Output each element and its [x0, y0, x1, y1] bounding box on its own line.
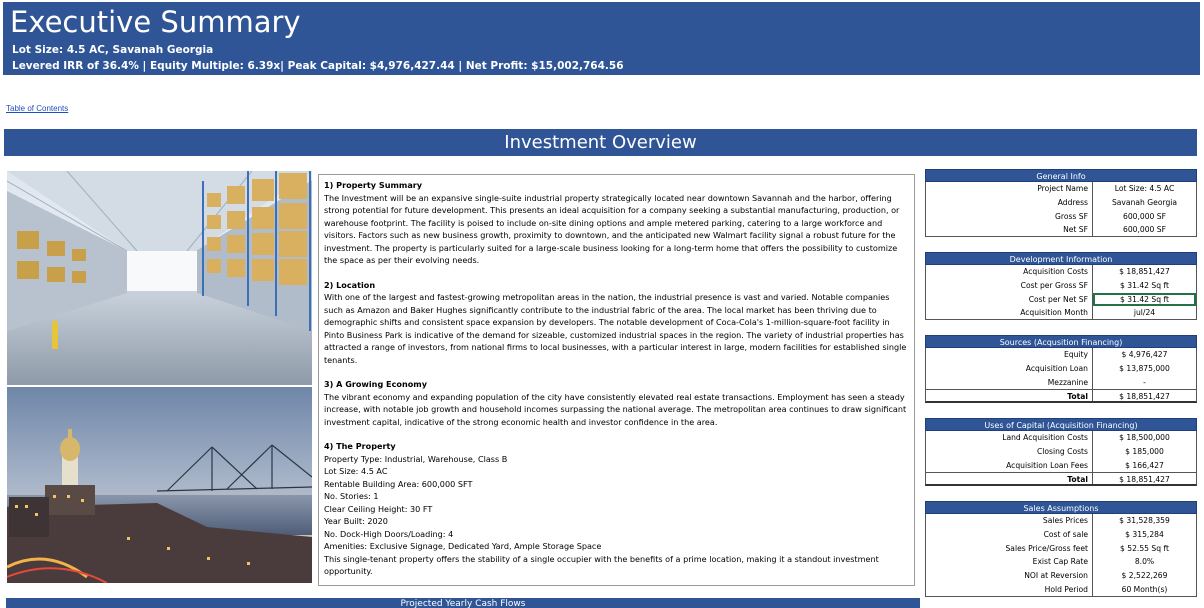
- property-detail-line: Property Type: Industrial, Warehouse, Class B: [324, 453, 508, 464]
- property-detail-line: Year Built: 2020: [324, 516, 388, 526]
- row-label: Hold Period: [926, 583, 1093, 596]
- row-value[interactable]: $ 31.42 Sq ft: [1120, 280, 1169, 290]
- row-label: Address: [926, 196, 1093, 210]
- location-heading: 2) Location: [324, 279, 376, 290]
- page-title: Executive Summary: [10, 5, 301, 39]
- row-value[interactable]: $ 18,851,427: [1119, 267, 1170, 276]
- row-value[interactable]: Savanah Georgia: [1111, 197, 1178, 207]
- property-summary-heading: 1) Property Summary: [324, 180, 423, 190]
- row-label: Equity: [926, 348, 1093, 362]
- property-detail-line: Amenities: Exclusive Signage, Dedicated Yard, Ample Storage Space: [324, 541, 602, 551]
- row-value[interactable]: $ 2,522,269: [1121, 571, 1168, 581]
- row-label: Cost per Net SF: [926, 293, 1093, 307]
- economy-text: The vibrant economy and expanding population of the city have consistently elevated real estate transactions. Employment has seen a steady increase, with notable job growth and household incomes surpassing the national average. The metropolitan area continues to draw significant investment capital, indicative of the strong economic health and investor confidence in the area.: [324, 391, 907, 427]
- property-detail-line: Clear Ceiling Height: 30 FT: [324, 503, 433, 514]
- table-row[interactable]: [925, 293, 1197, 307]
- row-value[interactable]: 60 Month(s): [1121, 584, 1168, 594]
- row-label: NOI at Reversion: [926, 569, 1093, 583]
- table-row[interactable]: [925, 279, 1197, 293]
- total-row[interactable]: [925, 389, 1197, 403]
- property-detail-line: No. Dock-High Doors/Loading: 4: [324, 528, 454, 539]
- table-row[interactable]: [925, 583, 1197, 597]
- row-label: Net SF: [926, 223, 1093, 236]
- uses-of-capital-table: [925, 418, 1197, 486]
- investment-description-box: [318, 174, 915, 586]
- row-value[interactable]: $ 185,000: [1125, 446, 1164, 456]
- table-row[interactable]: [925, 196, 1197, 210]
- total-label: Total: [926, 473, 1093, 484]
- warehouse-image: [7, 171, 312, 385]
- table-row[interactable]: [925, 376, 1197, 390]
- table-of-contents-link[interactable]: Table of Contents: [6, 104, 69, 113]
- row-label: Project Name: [926, 182, 1093, 196]
- table-row[interactable]: [925, 542, 1197, 556]
- row-label: Acquisition Loan: [926, 362, 1093, 376]
- row-label: Exist Cap Rate: [926, 555, 1093, 569]
- section-title-bar: Investment Overview: [4, 129, 1197, 156]
- row-label: Sales Price/Gross feet: [926, 542, 1093, 556]
- row-value[interactable]: $ 166,427: [1125, 460, 1164, 470]
- sources-table: [925, 335, 1197, 403]
- property-detail-line: Lot Size: 4.5 AC: [324, 466, 388, 476]
- row-label: Acquisition Costs: [926, 265, 1093, 279]
- row-value[interactable]: jul/24: [1133, 308, 1156, 318]
- table-row[interactable]: [925, 528, 1197, 542]
- row-value[interactable]: 8.0%: [1134, 557, 1155, 567]
- row-label: Acquisition Month: [926, 306, 1093, 319]
- economy-heading: 3) A Growing Economy: [324, 379, 427, 389]
- header-subtitle-lot: Lot Size: 4.5 AC, Savanah Georgia: [12, 44, 214, 56]
- property-heading: 4) The Property: [324, 441, 396, 451]
- row-label: Mezzanine: [926, 376, 1093, 390]
- table-row[interactable]: [925, 182, 1197, 196]
- property-detail-line: No. Stories: 1: [324, 491, 379, 501]
- row-label: Cost of sale: [926, 528, 1093, 542]
- location-text: With one of the largest and fastest-growing metropolitan areas in the nation, the industrial presence is vast and varied. Notable companies such as Amazon and Baker Hughes significantly contribute to the industrial fabric of the area. The local market has been thriving due to demographic shifts and consistent space expansion by developers. The notable development of Coca-Cola's 1-million-square-foot facility in Pinto Business Park is indicative of the demand for sizeable, customized industrial spaces in the region. The variety of industrial properties has attracted a range of investors, from national firms to local businesses, with a particular interest in large, modern facilities for established single tenants.: [324, 292, 907, 365]
- sales-assumptions-table: [925, 501, 1197, 597]
- row-label: Sales Prices: [926, 514, 1093, 528]
- table-row[interactable]: [925, 223, 1197, 237]
- cash-flows-section-bar: Projected Yearly Cash Flows: [6, 598, 920, 608]
- table-row[interactable]: [925, 445, 1197, 459]
- row-label: Acquisition Loan Fees: [926, 459, 1093, 473]
- table-row[interactable]: [925, 265, 1197, 279]
- row-label: Cost per Gross SF: [926, 279, 1093, 293]
- general-info-title: General Info: [925, 169, 1197, 182]
- development-info-title: Development Information: [925, 252, 1197, 265]
- row-value[interactable]: $ 13,875,000: [1119, 363, 1170, 373]
- development-info-table: [925, 252, 1197, 320]
- property-detail-line: This single-tenant property offers the stability of a single occupier with the benefits of a prime location, making it a standout investment opportunity.: [324, 553, 879, 576]
- row-value[interactable]: $ 4,976,427: [1121, 350, 1168, 359]
- total-value[interactable]: $ 18,851,427: [1119, 392, 1170, 402]
- row-value[interactable]: $ 31,528,359: [1119, 516, 1170, 525]
- table-row[interactable]: [925, 362, 1197, 376]
- total-value[interactable]: $ 18,851,427: [1119, 475, 1170, 485]
- general-info-table: [925, 169, 1197, 237]
- row-label: Gross SF: [926, 210, 1093, 224]
- row-value[interactable]: $ 18,500,000: [1119, 433, 1170, 442]
- row-value[interactable]: $ 315,284: [1125, 529, 1164, 539]
- sales-title: Sales Assumptions: [925, 501, 1197, 514]
- row-value[interactable]: -: [1143, 377, 1146, 387]
- table-row[interactable]: [925, 514, 1197, 528]
- row-value[interactable]: 600,000 SF: [1122, 211, 1166, 221]
- header-subtitle-metrics: Levered IRR of 36.4% | Equity Multiple: 6.39x| Peak Capital: $4,976,427.44 | Net Profit: $15,002,764.56: [12, 60, 624, 72]
- table-row[interactable]: [925, 569, 1197, 583]
- selected-cell[interactable]: $ 31.42 Sq ft: [1093, 293, 1196, 307]
- table-row[interactable]: [925, 555, 1197, 569]
- total-label: Total: [926, 390, 1093, 401]
- uses-title: Uses of Capital (Acquisition Financing): [925, 418, 1197, 431]
- row-label: Closing Costs: [926, 445, 1093, 459]
- table-row[interactable]: [925, 348, 1197, 362]
- total-row[interactable]: [925, 472, 1197, 486]
- row-value[interactable]: Lot Size: 4.5 AC: [1114, 184, 1175, 193]
- table-row[interactable]: [925, 431, 1197, 445]
- table-row[interactable]: [925, 210, 1197, 224]
- sources-title: Sources (Acqusition Financing): [925, 335, 1197, 348]
- header-banner: [3, 2, 1200, 75]
- property-summary-text: The Investment will be an expansive single-suite industrial property strategically located near downtown Savannah and the harbor, offering strong potential for future development. This presents an ideal acquisition for a company seeking a substantial manufacturing, production, or warehouse footprint. The facility is poised to include on-site dining options and ample metered parking, catering to a large workforce and visitors. Factors such as new business growth, proximity to downtown, and the anticipated new Walmart facility signal a robust future for the investment. The property is particularly suited for a large-scale business looking for a long-term home that offers the possibility to customize the space as per their evolving needs.: [324, 192, 900, 265]
- row-value[interactable]: 600,000 SF: [1122, 225, 1166, 235]
- row-label: Land Acquisition Costs: [926, 431, 1093, 445]
- table-row[interactable]: [925, 306, 1197, 320]
- table-row[interactable]: [925, 459, 1197, 473]
- property-detail-line: Rentable Building Area: 600,000 SFT: [324, 478, 473, 489]
- row-value[interactable]: $ 52.55 Sq ft: [1120, 543, 1169, 553]
- savannah-city-image: [7, 387, 312, 583]
